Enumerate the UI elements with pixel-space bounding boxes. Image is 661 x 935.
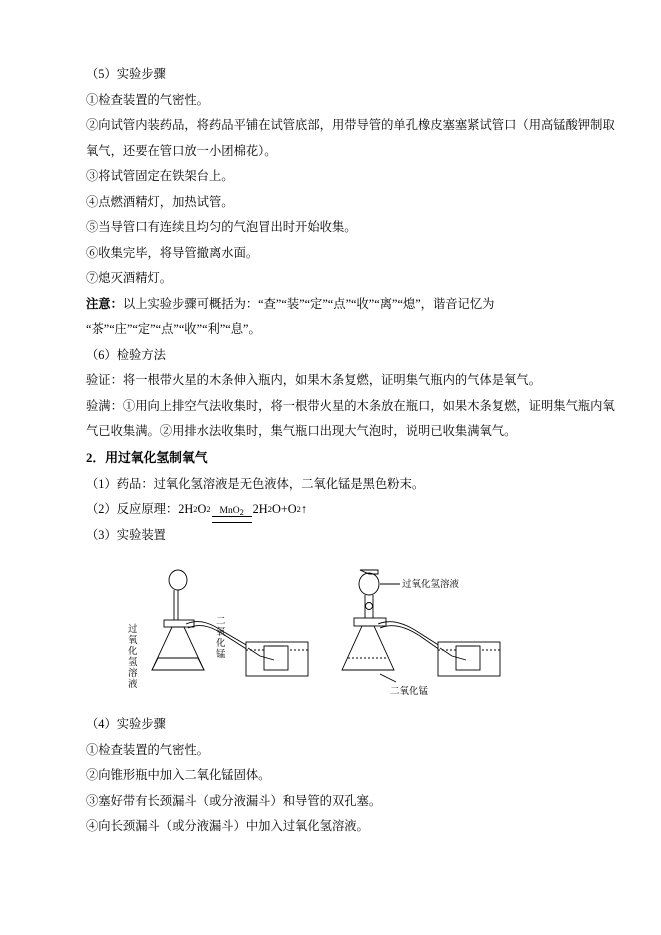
text-line: 氧气，还要在管口放一小团棉花）。 <box>86 143 277 158</box>
text-line: ⑦熄灭酒精灯。 <box>86 271 173 285</box>
catalyst-sub: 2 <box>239 506 244 517</box>
text-line: ⑤当导管口有连续且均匀的气泡冒出时开始收集。 <box>86 220 357 234</box>
text-line: ①检查装置的气密性。 <box>86 92 209 107</box>
note-label: 注意： <box>86 296 123 311</box>
section-check-title: （6）检验方法 <box>86 347 166 362</box>
text-line: ③将试管固定在铁架台上。 <box>86 169 234 183</box>
text-line: 气已收集满。②用排水法收集时，集气瓶口出现大气泡时，说明已收集满氧气。 <box>86 424 517 438</box>
equation-catalyst <box>212 506 252 523</box>
catalyst-formula: MnO <box>219 505 240 516</box>
text-line: ④向长颈漏斗（或分液漏斗）中加入过氧化氢溶液。 <box>86 819 369 833</box>
text-line: ④点燃酒精灯，加热试管。 <box>86 194 234 209</box>
equation-double-bar <box>212 516 252 523</box>
text-line: （1）药品：过氧化氢溶液是无色液体，二氧化锰是黑色粉末。 <box>86 476 425 491</box>
note-line <box>86 292 589 318</box>
equation-right-mid: O+O <box>271 502 297 516</box>
funnel-bulb-right <box>359 573 379 595</box>
text-line: 验证：将一根带火星的木条伸入瓶内，如果木条复燃，证明集气瓶内的气体是氧气。 <box>86 373 541 387</box>
section-apparatus-title: （3）实验装置 <box>86 527 166 542</box>
note-text: 以上实验步骤可概括为：“查”“装”“定”“点”“收”“离”“熄”，谐音记忆为 <box>122 296 495 311</box>
text-line: ②向锥形瓶中加入二氧化锰固体。 <box>86 768 271 782</box>
funnel-bulb-left <box>169 570 187 590</box>
figure-label-mno2-right: 二氧化锰 <box>389 686 428 697</box>
note-line-2: “茶”“庄”“定”“点”“收”“利”“息”。 <box>86 322 261 336</box>
figure-label-h2o2-right: 过氧化氢溶液 <box>401 579 459 590</box>
equation-sub: 2 <box>206 504 211 514</box>
equation-up-arrow: ↑ <box>300 502 308 516</box>
equation-sub: 2 <box>193 504 198 514</box>
equation-sub: 2 <box>267 504 272 514</box>
text-line: ②向试管内装药品，将药品平铺在试管底部，用带导管的单孔橡皮塞塞紧试管口（用高锰酸钾制取 <box>86 118 615 132</box>
section-heading: 2．用过氧化氢制氧气 <box>86 450 208 465</box>
figure-label-mno2-left: 二氧化锰 <box>215 616 226 660</box>
text-line: 验满：①用向上排空气法收集时，将一根带火星的木条放在瓶口，如果木条复燃，证明集气瓶内氧 <box>86 398 615 413</box>
text-line: （5）实验步骤 <box>86 67 166 81</box>
equation-right-prefix: 2H <box>252 502 268 516</box>
apparatus-figure <box>86 562 589 712</box>
apparatus-diagram <box>128 562 548 712</box>
reaction-equation-line <box>86 497 589 523</box>
text-line: ⑥收集完毕，将导管撤离水面。 <box>86 245 259 260</box>
figure-label-h2o2-left: 过氧化氢溶液 <box>127 624 138 690</box>
equation-left-prefix: （2）反应原理：2H <box>86 502 194 516</box>
equation-left-mid: O <box>197 502 207 516</box>
section-steps-title: （4）实验步骤 <box>86 717 166 731</box>
text-line: ③塞好带有长颈漏斗（或分液漏斗）和导管的双孔塞。 <box>86 793 382 808</box>
text-line: ①检查装置的气密性。 <box>86 742 209 757</box>
equation-sub: 2 <box>296 504 301 514</box>
